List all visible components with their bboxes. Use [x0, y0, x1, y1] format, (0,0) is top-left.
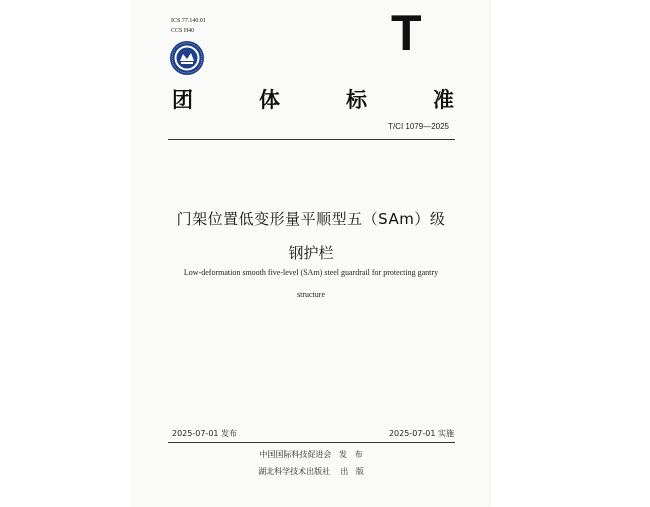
- press: 湖北科学技术出版社 出 版: [258, 467, 364, 476]
- standard-kind-char: 体: [259, 88, 280, 112]
- bottom-divider: [168, 442, 455, 443]
- standard-kind: [172, 84, 454, 114]
- category-letter: T: [391, 5, 422, 61]
- top-divider: [168, 139, 455, 140]
- title-en-line2: structure: [297, 290, 325, 299]
- standard-code: T/CI 1079—2025: [388, 122, 449, 131]
- publish-date: 2025-07-01 发布: [172, 429, 238, 438]
- ccs-code: CCS H40: [171, 28, 195, 34]
- standard-kind-char: 标: [346, 88, 367, 112]
- ics-code: ICS 77.140.01: [171, 18, 206, 24]
- title-en-line1: Low-deformation smooth five-level (SAm) steel guardrail for protecting gantry: [183, 268, 439, 277]
- implement-date: 2025-07-01 实施: [388, 429, 454, 438]
- standard-kind-char: 准: [433, 88, 454, 112]
- issuer: 中国国际科技促进会 发 布: [259, 450, 363, 459]
- title-cn-line2: 钢护栏: [288, 244, 334, 262]
- standard-kind-char: 团: [172, 88, 193, 112]
- title-cn-line1: 门架位置低变形量平顺型五（SAm）级: [176, 210, 446, 228]
- association-emblem-icon: [169, 40, 205, 76]
